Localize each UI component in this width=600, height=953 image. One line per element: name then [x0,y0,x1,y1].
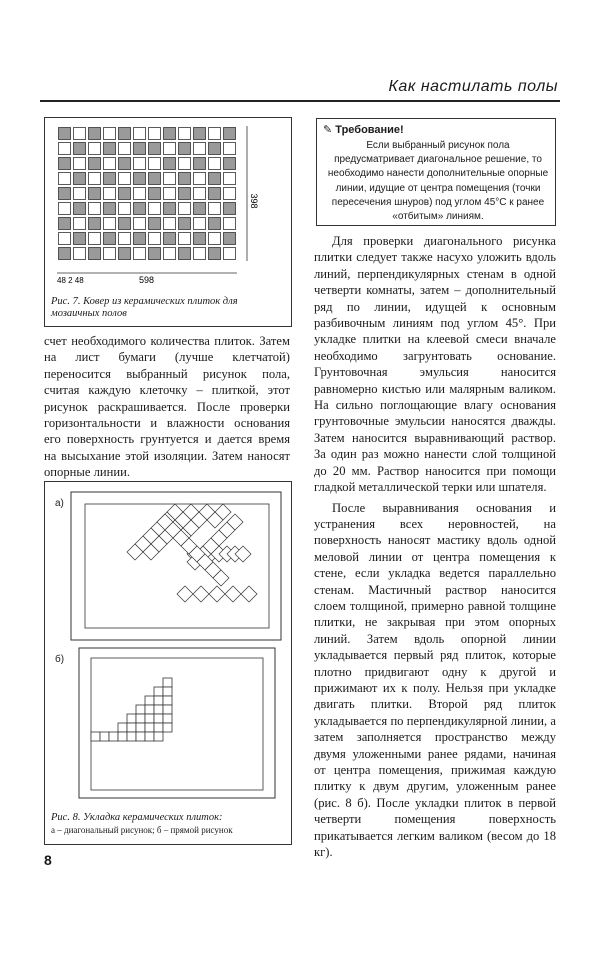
tile [104,248,116,260]
header-rule [40,100,560,102]
tile [179,203,191,215]
tile [134,233,146,245]
straight-tile [136,705,145,714]
straight-tile [127,714,136,723]
tile [179,128,191,140]
straight-tile [163,714,172,723]
tile [119,128,131,140]
right-paragraph-1: Для проверки диагонального рисунка плитки следует также насухо уложить вдоль линий, перпендикулярных стенам в одной четверти комнаты, затем – дополнительный ряд по линии, идущей к основным разбивочным линиям под углом 45°. При укладке плитки на клеевой смеси вначале необходимо загрунтовать основание. Грунтовочная эмульсия наносится равномерно кистью или малярным валиком. На сильно поглощающие влагу основания грунтовочные эмульсии наносятся дважды. Затем наносится выравнивающий раствор. За один раз можно нанести слой толщиной до 20 мм. Раствор наносится при помощи гладкой металлической терки или шпателя. [314,234,556,495]
tile [209,128,221,140]
small-dimension: 48 2 48 [57,276,84,285]
tile [59,128,71,140]
tile-carpet-diagram [45,118,291,288]
tile [194,218,206,230]
tile [89,173,101,185]
tile [104,203,116,215]
tile [164,233,176,245]
tile [59,188,71,200]
figure-7 [44,117,292,327]
tile [194,203,206,215]
straight-tile [136,732,145,741]
tile [119,248,131,260]
tile [194,248,206,260]
tile [209,143,221,155]
requirement-box [316,118,556,226]
tile [74,218,86,230]
tile [59,158,71,170]
running-header-title: Как настилать полы [388,78,558,95]
tile [74,158,86,170]
tile [209,218,221,230]
tile [134,218,146,230]
straight-tile [127,723,136,732]
tile [119,143,131,155]
tile [119,173,131,185]
tile [194,143,206,155]
tile [224,203,236,215]
tile [149,158,161,170]
tile [209,158,221,170]
tile [89,143,101,155]
diagonal-tile [177,586,193,602]
right-paragraph-2: После выравнивания основания и устранения всех неровностей, на поверхность наносят мастику вдоль одной меловой линии от центра помещения к стене, если укладка ведется параллельно стенам. Мастичный раствор наносится слоем толщиной, примерно равной толщине плитки, не закрывая при этом опорных линий. Затем вдоль опорной линии укладывается первый ряд плиток, которые плотно придвигают одну к другой и прижимают их к полу. Нельзя при укладке двигать плитки. Второй ряд плиток укладывается по перпендикулярной линии, а затем заполняется пространство между двумя уложенными ранее рядами, начиная от центра помещения, прижимая каждую плитку к двум другим, уложенным ранее (рис. 8 б). После укладки плиток в первой четверти помещения поверхность прикатывается легким валиком (весом до 18 кг). [314,500,556,860]
tile [89,128,101,140]
tile [74,173,86,185]
tile [74,248,86,260]
left-column-text [44,333,290,481]
tile [104,158,116,170]
tile [149,248,161,260]
figure-8a-label: а) [55,498,64,509]
tile [89,218,101,230]
straight-tile [145,723,154,732]
straight-tile [145,705,154,714]
tile [149,128,161,140]
tile [89,203,101,215]
figure-7-caption: Рис. 7. Ковер из керамических плиток для мозаичных полов [51,296,238,319]
tile [209,188,221,200]
tile [149,203,161,215]
tile [89,158,101,170]
tile [74,143,86,155]
straight-tile [163,696,172,705]
straight-tile [136,714,145,723]
diagonal-tile [241,586,257,602]
tile [224,233,236,245]
tile [59,203,71,215]
tile [74,203,86,215]
height-dimension: 398 [249,193,259,209]
tile [134,143,146,155]
tile [164,203,176,215]
straight-tile [163,723,172,732]
tile [164,218,176,230]
tile [59,143,71,155]
tile [224,188,236,200]
straight-tile [163,687,172,696]
straight-tile [154,687,163,696]
tile [179,173,191,185]
tile [164,173,176,185]
tile [209,248,221,260]
straight-tile [145,696,154,705]
tile [179,233,191,245]
tile [224,218,236,230]
straight-tile [91,732,100,741]
tile [59,218,71,230]
tile [149,188,161,200]
tile [149,173,161,185]
straight-tile [154,696,163,705]
right-column-text [314,233,556,860]
tile [194,128,206,140]
tile [119,233,131,245]
tile [59,248,71,260]
tile [59,173,71,185]
tile [74,233,86,245]
tile [194,233,206,245]
tile [164,128,176,140]
tile [179,143,191,155]
figure-8-caption [51,812,287,836]
tile [224,128,236,140]
diagonal-tile [193,586,209,602]
tile [74,188,86,200]
straight-tile [127,732,136,741]
figure-8-caption-title: Рис. 8. Укладка керамических плиток: [51,812,223,823]
figure-8b-label: б) [55,654,65,665]
tile [194,158,206,170]
tile [134,203,146,215]
tile [179,158,191,170]
straight-tile [145,732,154,741]
tile [164,188,176,200]
requirement-text: Если выбранный рисунок пола предусматривает диагональное решение, то необходимо нанести дополнительные опорные линии, идущие от центра помещения (точки пересечения шнуров) под углом 45°С к ранее «отбитым» линиям. [327,140,549,223]
straight-tile [163,705,172,714]
tile [179,248,191,260]
straight-tile [109,732,118,741]
tile [104,143,116,155]
tile [104,218,116,230]
tile [134,173,146,185]
straight-tile [154,732,163,741]
room-inner-b [91,658,263,790]
figure-8 [44,481,292,845]
tile [149,143,161,155]
page-number: 8 [44,852,52,868]
tile-grid [59,128,236,260]
tile [164,158,176,170]
straight-tile [163,678,172,687]
straight-tile [118,723,127,732]
tile [149,218,161,230]
straight-tile [154,705,163,714]
tile [209,203,221,215]
tile [104,233,116,245]
tile [149,233,161,245]
tile [194,173,206,185]
tile [119,158,131,170]
pencil-icon: ✎ [323,124,333,136]
tile [224,248,236,260]
tile [134,158,146,170]
tile [164,143,176,155]
tile [164,248,176,260]
tile [89,188,101,200]
figure-8-caption-sub: а – диагональный рисунок; б – прямой рисунок [51,825,233,835]
tile [89,233,101,245]
tile [104,128,116,140]
tile [119,218,131,230]
straight-tile [136,723,145,732]
tile [209,233,221,245]
tile [119,203,131,215]
straight-tile [154,723,163,732]
tile [224,143,236,155]
tile [104,173,116,185]
diagonal-tile [209,586,225,602]
tile [134,248,146,260]
straight-tile [154,714,163,723]
requirement-title: ✎ Требование! [323,124,404,136]
tile [89,248,101,260]
straight-tile [145,714,154,723]
straight-tile [118,732,127,741]
tile-layout-diagrams [45,482,291,802]
left-paragraph: счет необходимого количества плиток. Затем на лист бумаги (лучше клетчатой) переносится выбранный рисунок пола, считая каждую клеточку – плиткой, этот рисунок раскрашивается. После проверки горизонтальности и влажности основания его поверхность грунтуется и дается время на высыхание этой изоляции. Затем наносят опорные линии. [44,334,290,480]
room-outline-b [79,648,275,798]
diagonal-tile [225,586,241,602]
straight-tile [100,732,109,741]
tile [224,158,236,170]
tile [119,188,131,200]
tile [224,173,236,185]
tile [74,128,86,140]
tile [179,188,191,200]
tile [194,188,206,200]
tile [209,173,221,185]
tile [134,128,146,140]
tile [134,188,146,200]
tile [179,218,191,230]
tile [59,233,71,245]
tile [104,188,116,200]
width-dimension: 598 [139,275,155,285]
running-header [40,78,560,102]
